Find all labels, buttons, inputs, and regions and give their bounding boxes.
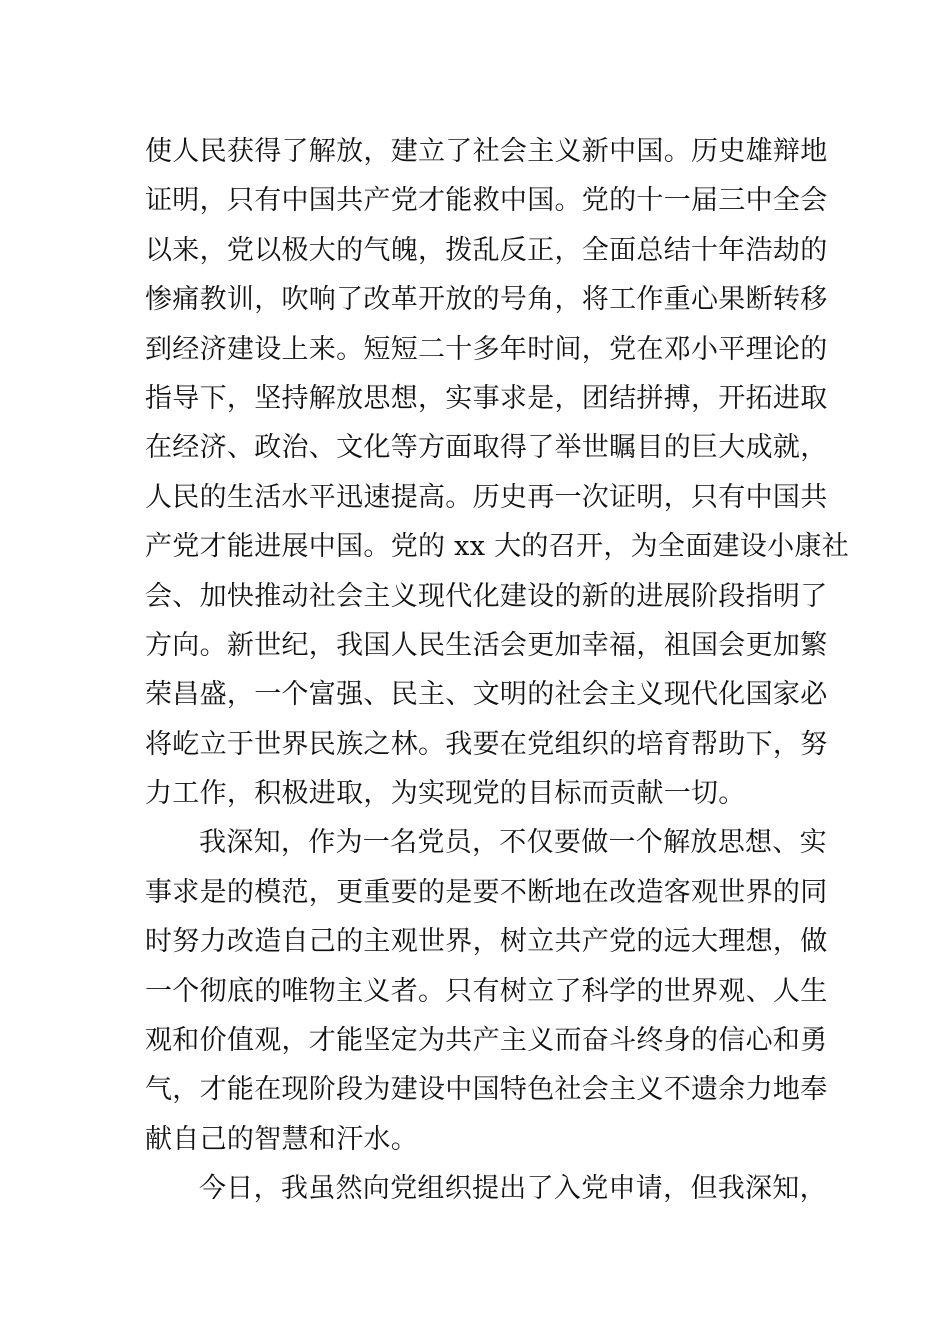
text-line: 到经济建设上来。短短二十多年时间，党在邓小平理论的 — [145, 333, 828, 365]
text-line: 方向。新世纪，我国人民生活会更加幸福，祖国会更加繁 — [145, 629, 828, 661]
text-line: 将屹立于世界民族之林。我要在党组织的培育帮助下，努 — [145, 728, 828, 760]
document-body — [145, 127, 850, 1214]
paragraph-1 — [145, 127, 850, 818]
text-line: 在经济、政治、文化等方面取得了举世瞩目的巨大成就， — [145, 432, 828, 464]
text-line: 指导下，坚持解放思想，实事求是，团结拼搏，开拓进取 — [145, 382, 828, 414]
text-line: 人民的生活水平迅速提高。历史再一次证明，只有中国共 — [145, 481, 828, 513]
text-line: 事求是的模范，更重要的是要不断地在改造客观世界的同 — [145, 876, 828, 908]
text-line: 产党才能进展中国。党的 xx 大的召开，为全面建设小康社 — [145, 531, 850, 563]
text-line: 力工作，积极进取，为实现党的目标而贡献一切。 — [145, 778, 746, 810]
paragraph-3 — [145, 1164, 827, 1213]
paragraph-2 — [145, 818, 828, 1164]
text-line: 一个彻底的唯物主义者。只有树立了科学的世界观、人生 — [145, 975, 828, 1007]
text-line: 今日，我虽然向党组织提出了入党申请，但我深知， — [199, 1173, 827, 1205]
text-line: 献自己的智慧和汗水。 — [145, 1123, 418, 1155]
text-line: 会、加快推动社会主义现代化建设的新的进展阶段指明了 — [145, 580, 828, 612]
text-line: 气，才能在现阶段为建设中国特色社会主义不遗余力地奉 — [145, 1074, 828, 1106]
text-line: 证明，只有中国共产党才能救中国。党的十一届三中全会 — [145, 185, 828, 217]
text-line: 使人民获得了解放，建立了社会主义新中国。历史雄辩地 — [145, 136, 828, 167]
text-line: 荣昌盛，一个富强、民主、文明的社会主义现代化国家必 — [145, 679, 828, 711]
text-line: 我深知，作为一名党员，不仅要做一个解放思想、实 — [199, 827, 827, 859]
text-line: 以来，党以极大的气魄，拨乱反正，全面总结十年浩劫的 — [145, 234, 828, 266]
text-line: 时努力改造自己的主观世界，树立共产党的远大理想，做 — [145, 926, 828, 958]
text-line: 观和价值观，才能坚定为共产主义而奋斗终身的信心和勇 — [145, 1025, 828, 1057]
text-line: 惨痛教训，吹响了改革开放的号角，将工作重心果断转移 — [145, 284, 828, 316]
